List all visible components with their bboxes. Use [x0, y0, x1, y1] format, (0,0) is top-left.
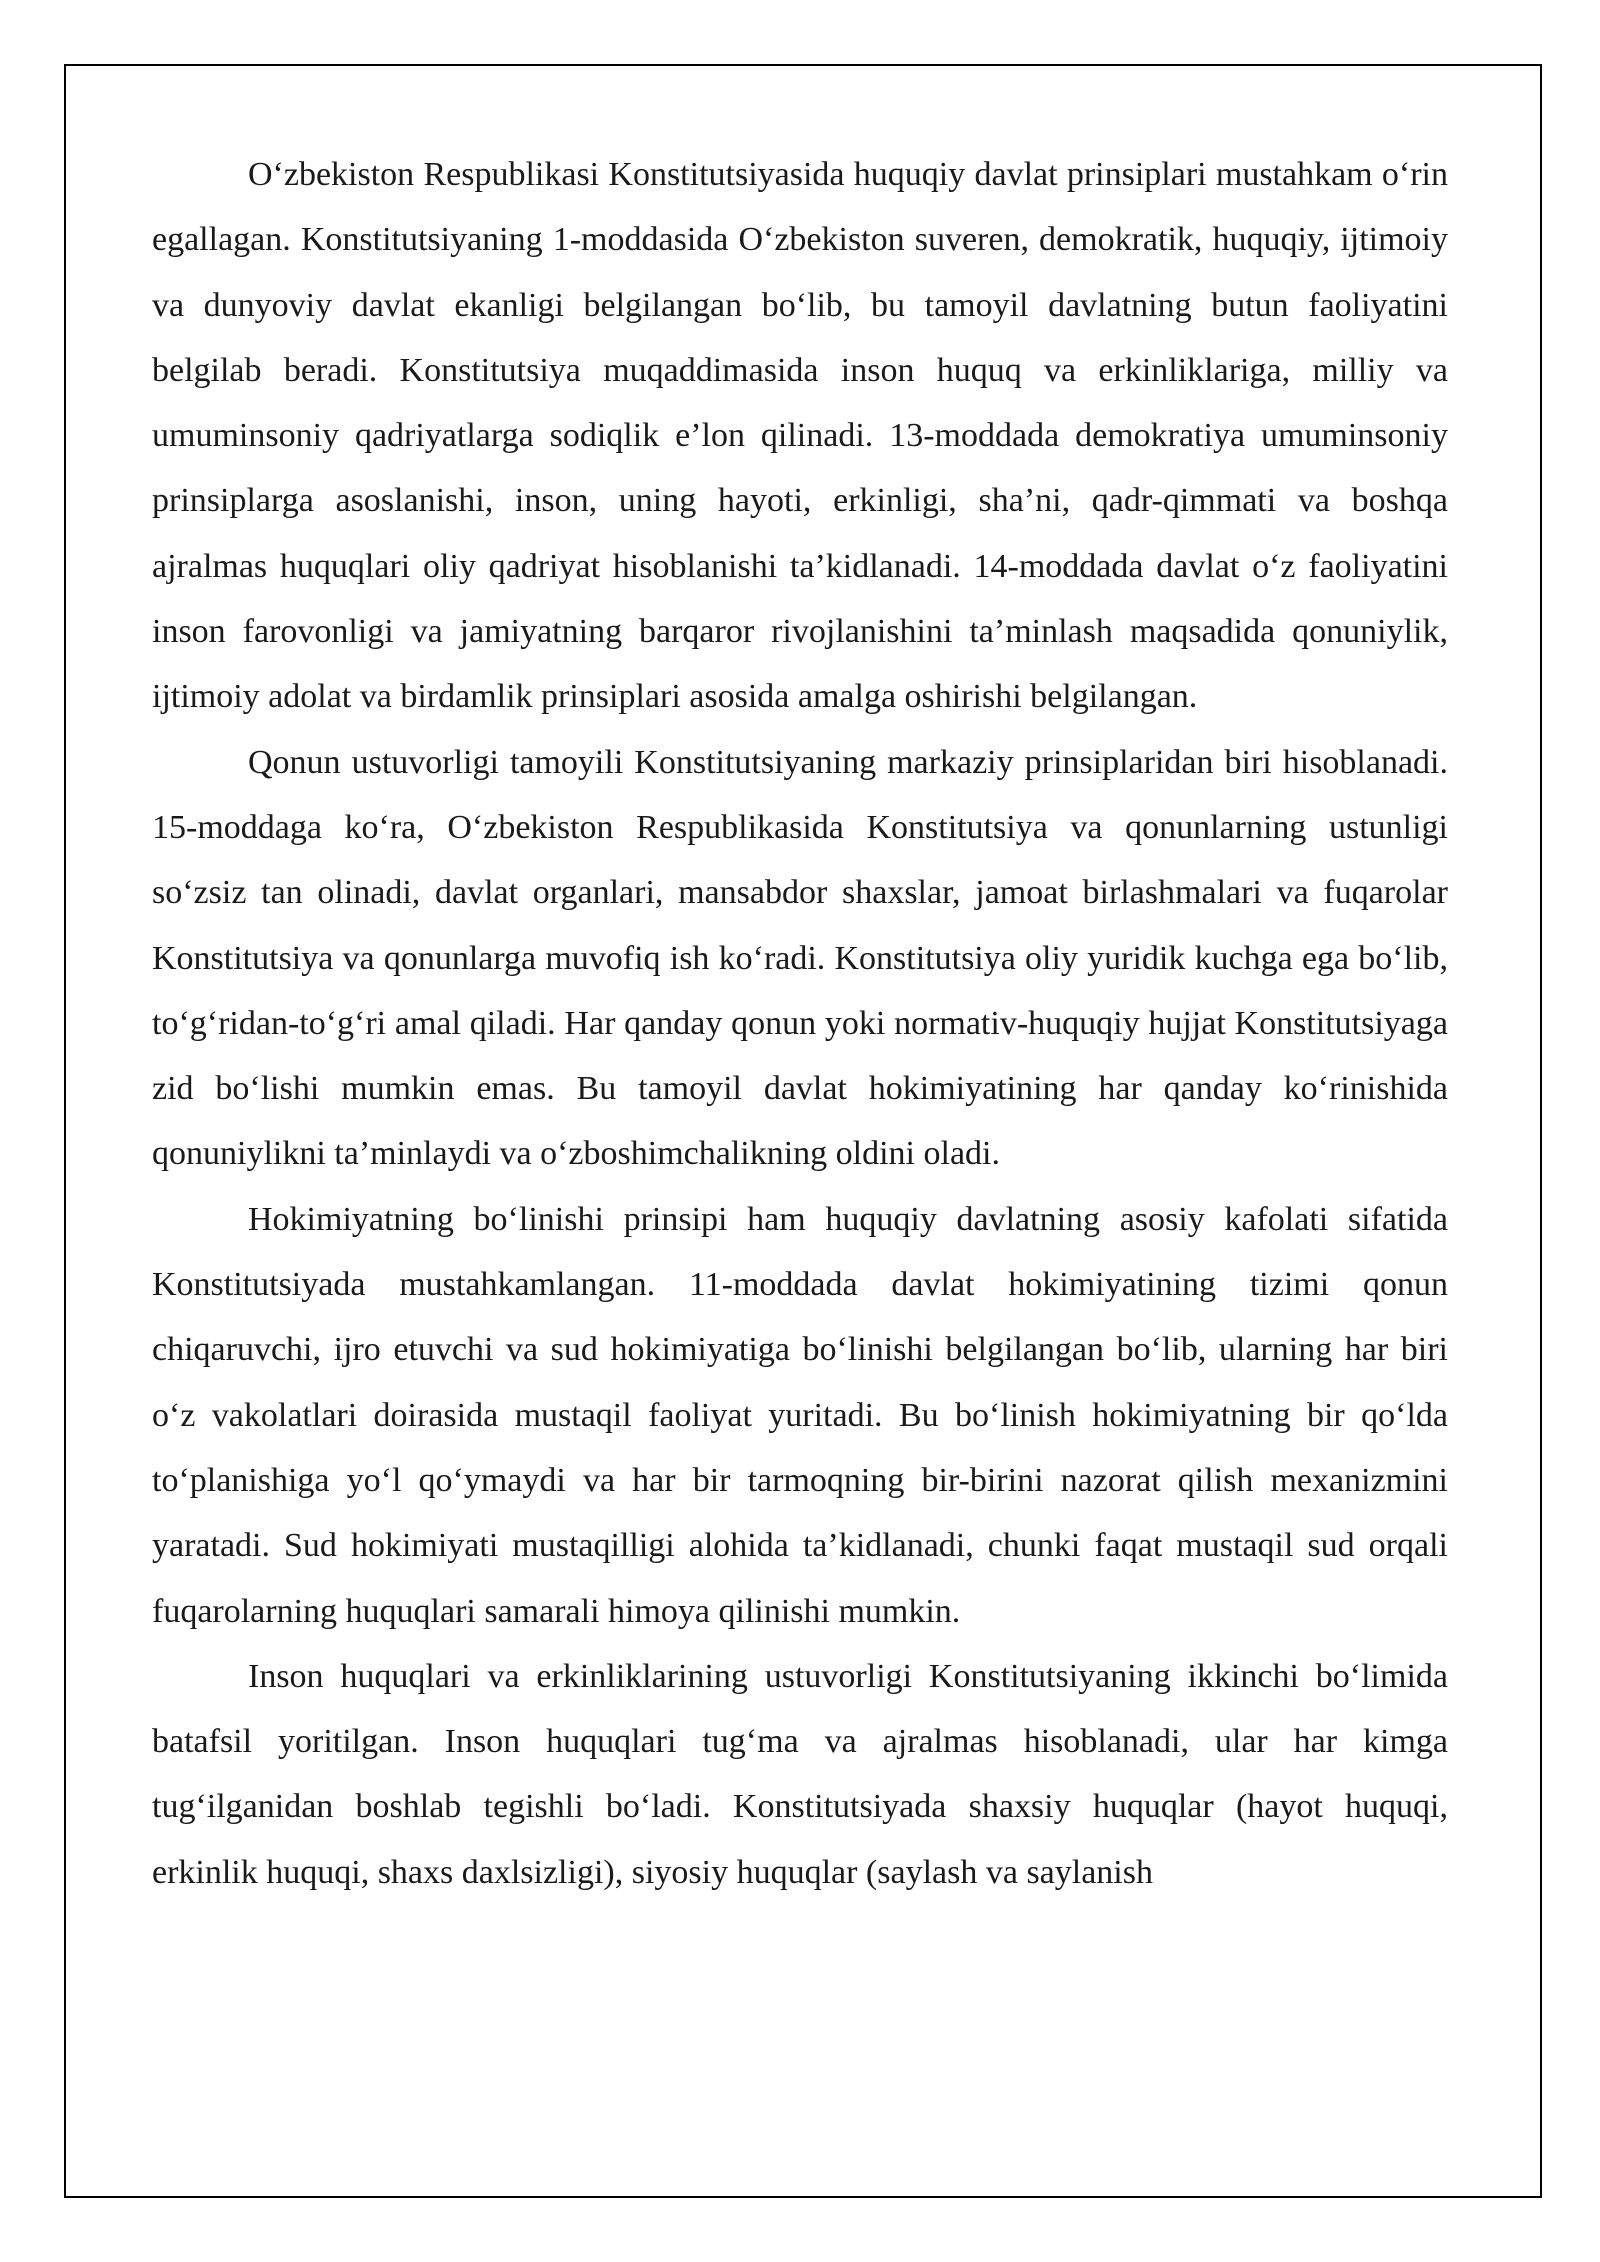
paragraph-separation-of-powers: Hokimiyatning bo‘linishi prinsipi ham huquqiy davlatning asosiy kafolati sifatida Konstitutsiyada mustahkamlangan. 11-moddada davlat hokimiyatining tizimi qonun chiqaruvchi, ijro etuvchi va sud hokimiyatiga bo‘linishi belgilangan bo‘lib, ularning har biri o‘z vakolatlari doirasida mustaqil faoliyat yuritadi. Bu bo‘linish hokimiyatning bir qo‘lda to‘planishiga yo‘l qo‘ymaydi va har bir tarmoqning bir-birini nazorat qilish mexanizmini yaratadi. Sud hokimiyati mustaqilligi alohida ta’kidlanadi, chunki faqat mustaqil sud orqali fuqarolarning huquqlari samarali himoya qilinishi mumkin. [152, 1200, 1448, 1630]
paragraph-human-rights: Inson huquqlari va erkinliklarining ustuvorligi Konstitutsiyaning ikkinchi bo‘limida batafsil yoritilgan. Inson huquqlari tug‘ma va ajralmas hisoblanadi, ular har kimga tug‘ilganidan boshlab tegishli bo‘ladi. Konstitutsiyada shaxsiy huquqlar (hayot huquqi, erkinlik huquqi, shaxs daxlsizligi), siyosiy huquqlar (saylash va saylanish [152, 1657, 1448, 1891]
paragraph-legal-state-principles: O‘zbekiston Respublikasi Konstitutsiyasida huquqiy davlat prinsiplari mustahkam o‘rin egallagan. Konstitutsiyaning 1-moddasida O‘zbekiston suveren, demokratik, huquqiy, ijtimoiy va dunyoviy davlat ekanligi belgilangan bo‘lib, bu tamoyil davlatning butun faoliyatini belgilab beradi. Konstitutsiya muqaddimasida inson huquq va erkinliklariga, milliy va umuminsoniy qadriyatlarga sodiqlik e’lon qilinadi. 13-moddada demokratiya umuminsoniy prinsiplarga asoslanishi, inson, uning hayoti, erkinligi, sha’ni, qadr-qimmati va boshqa ajralmas huquqlari oliy qadriyat hisoblanishi ta’kidlanadi. 14-moddada davlat o‘z faoliyatini inson farovonligi va jamiyatning barqaror rivojlanishini ta’minlash maqsadida qonuniylik, ijtimoiy adolat va birdamlik prinsiplari asosida amalga oshirishi belgilangan. [152, 156, 1448, 716]
document-body [152, 142, 1448, 1905]
paragraph-rule-of-law: Qonun ustuvorligi tamoyili Konstitutsiyaning markaziy prinsiplaridan biri hisoblanadi. 15-moddaga ko‘ra, O‘zbekiston Respublikasida Konstitutsiya va qonunlarning ustunligi so‘zsiz tan olinadi, davlat organlari, mansabdor shaxslar, jamoat birlashmalari va fuqarolar Konstitutsiya va qonunlarga muvofiq ish ko‘radi. Konstitutsiya oliy yuridik kuchga ega bo‘lib, to‘g‘ridan-to‘g‘ri amal qiladi. Har qanday qonun yoki normativ-huquqiy hujjat Konstitutsiyaga zid bo‘lishi mumkin emas. Bu tamoyil davlat hokimiyatining har qanday ko‘rinishida qonuniylikni ta’minlaydi va o‘zboshimchalikning oldini oladi. [152, 743, 1448, 1173]
